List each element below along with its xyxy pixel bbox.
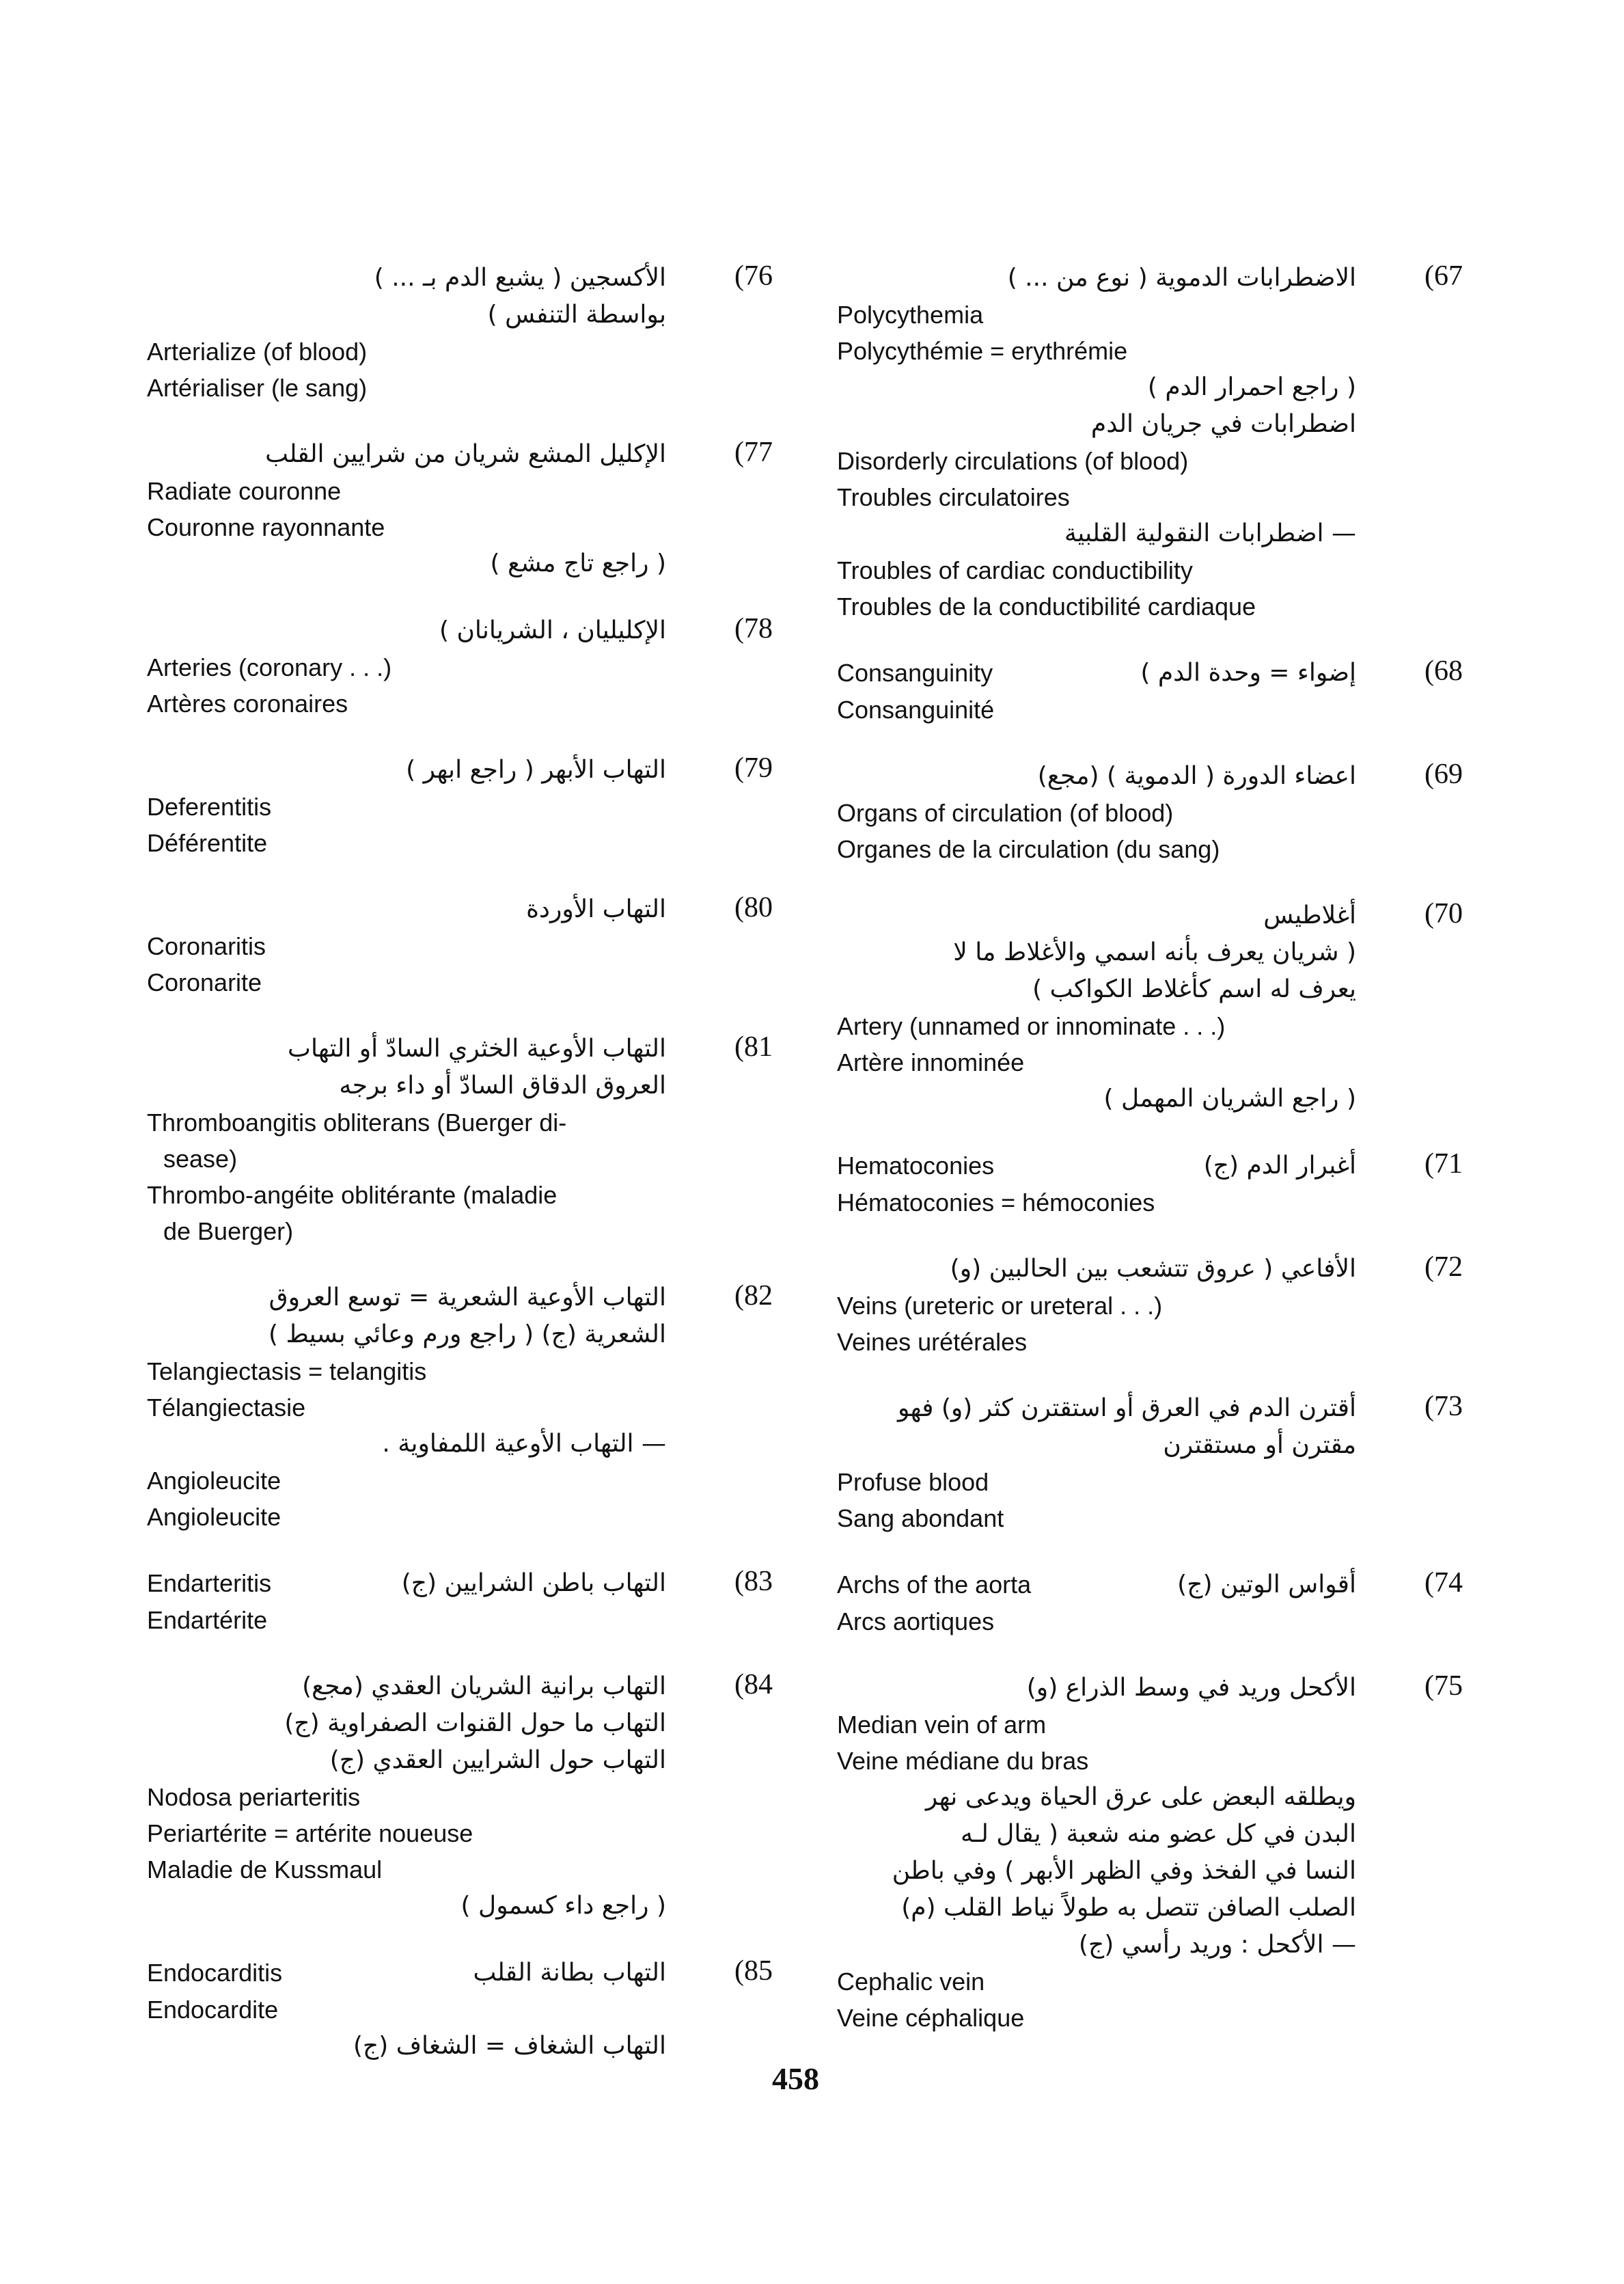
left-column xyxy=(147,260,830,2095)
entry-number: (78 xyxy=(734,613,773,644)
dictionary-entry xyxy=(837,1390,1520,1536)
english-term: Endocarditis xyxy=(147,1959,283,1987)
french-line: Consanguinité xyxy=(837,696,995,724)
english-line: Profuse blood xyxy=(837,1468,989,1496)
arabic-line: التهاب الأوردة xyxy=(526,895,666,923)
arabic-line: يعرف له اسم كأغلاط الكواكب ) xyxy=(1032,975,1356,1003)
term-row xyxy=(837,1147,1356,1184)
dictionary-entry xyxy=(837,1566,1520,1640)
arabic-line: اعضاء الدورة ( الدموية ) (مجع) xyxy=(1037,762,1356,790)
dictionary-entry xyxy=(837,1147,1520,1221)
dictionary-entry xyxy=(147,1668,830,1925)
arabic-line: التهاب الأوعية الشعرية = توسع العروق xyxy=(269,1283,666,1311)
dictionary-entry xyxy=(147,1031,830,1249)
dictionary-entry xyxy=(147,260,830,406)
arabic-line: — اضطرابات النقولية القلبية xyxy=(1064,519,1356,547)
dictionary-entry xyxy=(147,891,830,1001)
arabic-line: التهاب الأوعية الخثري السادّ أو التهاب xyxy=(288,1035,666,1063)
arabic-line: الأفاعي ( عروق تتشعب بين الحالبين (و) xyxy=(950,1255,1356,1283)
french-line: Endartérite xyxy=(147,1606,268,1634)
english-line: Deferentitis xyxy=(147,793,272,821)
dictionary-entry xyxy=(147,752,830,861)
entry-number: (70 xyxy=(1425,898,1463,929)
arabic-line: التهاب حول الشرايين العقدي (ج) xyxy=(329,1746,666,1774)
arabic-line: الإكليليان ، الشريانان ) xyxy=(439,616,666,644)
arabic-term: إضواء = وحدة الدم ) xyxy=(1140,659,1356,687)
entry-number: (73 xyxy=(1425,1391,1463,1422)
french-line: Endocardite xyxy=(147,1996,279,2024)
arabic-line: بواسطة التنفس ) xyxy=(487,301,666,329)
french-line: Polycythémie = erythrémie xyxy=(837,337,1128,365)
english-line: Arterialize (of blood) xyxy=(147,338,368,366)
french-line: Coronarite xyxy=(147,968,262,996)
arabic-line: ( راجع تاج مشع ) xyxy=(490,549,666,577)
french-line: Hématoconies = hémoconies xyxy=(837,1188,1155,1216)
dictionary-entry xyxy=(837,1670,1520,2036)
dictionary-entry xyxy=(147,1279,830,1535)
arabic-line: الشعرية (ج) ( راجع ورم وعائي بسيط ) xyxy=(268,1320,666,1348)
entry-number: (67 xyxy=(1425,260,1463,292)
right-column xyxy=(837,260,1520,2066)
dictionary-entry xyxy=(147,1955,830,2065)
arabic-line: — الأكحل : وريد رأسي (ج) xyxy=(1078,1931,1356,1959)
english-term: Hematoconies xyxy=(837,1152,995,1180)
french-line: Artère innominée xyxy=(837,1048,1025,1076)
page-number: 458 xyxy=(772,2061,819,2096)
french-line: Maladie de Kussmaul xyxy=(147,1855,383,1884)
english-term: Archs of the aorta xyxy=(837,1571,1032,1599)
arabic-line: الأكحل وريد في وسط الذراع (و) xyxy=(1026,1674,1356,1702)
arabic-line: — التهاب الأوعية اللمفاوية . xyxy=(382,1430,666,1458)
arabic-line: أقترن الدم في العرق أو استقترن كثر (و) فهو xyxy=(898,1394,1356,1422)
french-line: Angioleucite xyxy=(147,1503,281,1531)
english-line: Telangiectasis = telangitis xyxy=(147,1357,427,1385)
term-row xyxy=(837,1566,1356,1603)
arabic-line: مقترن أو مستقترن xyxy=(1163,1431,1356,1459)
dictionary-entry xyxy=(837,1251,1520,1360)
arabic-line: النسا في الفخذ وفي الظهر الأبهر ) وفي باطن xyxy=(892,1857,1356,1885)
arabic-line: ( راجع الشريان المهمل ) xyxy=(1103,1085,1356,1113)
entry-number: (77 xyxy=(734,437,773,468)
french-line: Artérialiser (le sang) xyxy=(147,374,368,402)
arabic-line: التهاب الشغاف = الشغاف (ج) xyxy=(353,2032,666,2060)
french-line: Veine céphalique xyxy=(837,2004,1025,2032)
arabic-term: التهاب بطانة القلب xyxy=(473,1959,666,1987)
entry-number: (80 xyxy=(734,892,773,923)
french-line: Couronne rayonnante xyxy=(147,513,385,541)
entry-number: (83 xyxy=(734,1566,773,1597)
arabic-line: ( راجع داء كسمول ) xyxy=(460,1892,666,1920)
english-line: Artery (unnamed or innominate . . .) xyxy=(837,1012,1226,1040)
dictionary-entry xyxy=(147,1565,830,1638)
entry-number: (82 xyxy=(734,1280,773,1311)
english-line: Thromboangitis obliterans (Buerger di- xyxy=(147,1109,567,1137)
english-line: Disorderly circulations (of blood) xyxy=(837,447,1189,475)
arabic-line: البدن في كل عضو منه شعبة ( يقال لـه xyxy=(961,1820,1356,1848)
entry-number: (76 xyxy=(734,260,773,292)
arabic-term: التهاب باطن الشرايين (ج) xyxy=(401,1569,666,1597)
arabic-term: أغبرار الدم (ج) xyxy=(1203,1152,1356,1180)
french-line: Periartérite = artérite noueuse xyxy=(147,1819,473,1847)
arabic-line: أغلاطيس xyxy=(1263,901,1356,929)
arabic-line: التهاب ما حول القنوات الصفراوية (ج) xyxy=(284,1709,666,1737)
french-line: Déférentite xyxy=(147,829,268,857)
french-line: Thrombo-angéite oblitérante (maladie xyxy=(147,1181,558,1209)
french-line: Troubles de la conductibilité cardiaque xyxy=(837,593,1256,621)
english-line: Arteries (coronary . . .) xyxy=(147,653,392,681)
arabic-line: التهاب برانية الشريان العقدي (مجع) xyxy=(302,1672,666,1700)
arabic-line: التهاب الأبهر ( راجع ابهر ) xyxy=(406,756,666,784)
dictionary-entry xyxy=(147,612,830,722)
arabic-line: الاضطرابات الدموية ( نوع من ... ) xyxy=(1007,264,1356,292)
dictionary-entry xyxy=(147,436,830,582)
french-line: Arcs aortiques xyxy=(837,1607,995,1635)
english-line: Polycythemia xyxy=(837,301,984,329)
entry-number: (79 xyxy=(734,752,773,784)
english-line: sease) xyxy=(163,1145,238,1173)
entry-number: (74 xyxy=(1425,1567,1463,1599)
term-row xyxy=(147,1565,666,1602)
arabic-line: ( راجع احمرار الدم ) xyxy=(1147,373,1356,401)
dictionary-entry xyxy=(837,655,1520,728)
entry-number: (72 xyxy=(1425,1251,1463,1283)
entry-number: (71 xyxy=(1425,1148,1463,1180)
english-line: Angioleucite xyxy=(147,1467,281,1495)
english-term: Endarteritis xyxy=(147,1569,272,1597)
arabic-line: اضطرابات في جريان الدم xyxy=(1090,410,1356,438)
english-line: Median vein of arm xyxy=(837,1711,1047,1739)
arabic-line: العروق الدقاق السادّ أو داء برجه xyxy=(339,1072,666,1100)
english-term: Consanguinity xyxy=(837,659,993,687)
entry-number: (69 xyxy=(1425,759,1463,790)
arabic-line: الصلب الصافن تتصل به طولاً نياط القلب (م) xyxy=(901,1894,1356,1922)
arabic-line: الأكسجين ( يشبع الدم بـ ... ) xyxy=(374,264,666,292)
french-line: Troubles circulatoires xyxy=(837,483,1070,511)
arabic-term: أقواس الوتين (ج) xyxy=(1177,1571,1356,1599)
dictionary-entry xyxy=(837,260,1520,625)
english-line: Coronaritis xyxy=(147,932,266,960)
arabic-line: ( شريان يعرف بأنه اسمي والأغلاط ما لا xyxy=(953,938,1356,966)
arabic-line: ويطلقه البعض على عرق الحياة ويدعى نهر xyxy=(925,1783,1356,1811)
dictionary-entry xyxy=(837,758,1520,867)
arabic-line: الإكليل المشع شريان من شرايين القلب xyxy=(265,440,666,468)
entry-number: (84 xyxy=(734,1669,773,1700)
english-line: Troubles of cardiac conductibility xyxy=(837,556,1193,584)
entry-number: (85 xyxy=(734,1955,773,1987)
french-line: Télangiectasie xyxy=(147,1393,306,1422)
english-line: Cephalic vein xyxy=(837,1968,985,1996)
french-line: Organes de la circulation (du sang) xyxy=(837,835,1220,863)
entry-number: (75 xyxy=(1425,1670,1463,1702)
french-line: Veine médiane du bras xyxy=(837,1747,1089,1775)
entry-number: (81 xyxy=(734,1031,773,1063)
english-line: Radiate couronne xyxy=(147,477,342,505)
french-line: Sang abondant xyxy=(837,1504,1004,1532)
french-line: Artères coronaires xyxy=(147,690,348,718)
french-line: de Buerger) xyxy=(163,1217,294,1245)
term-row xyxy=(837,655,1356,692)
english-line: Veins (ureteric or ureteral . . .) xyxy=(837,1292,1163,1320)
entry-number: (68 xyxy=(1425,655,1463,687)
term-row xyxy=(147,1955,666,1991)
english-line: Organs of circulation (of blood) xyxy=(837,799,1174,827)
dictionary-entry xyxy=(837,897,1520,1117)
french-line: Veines urétérales xyxy=(837,1328,1028,1356)
english-line: Nodosa periarteritis xyxy=(147,1783,361,1811)
